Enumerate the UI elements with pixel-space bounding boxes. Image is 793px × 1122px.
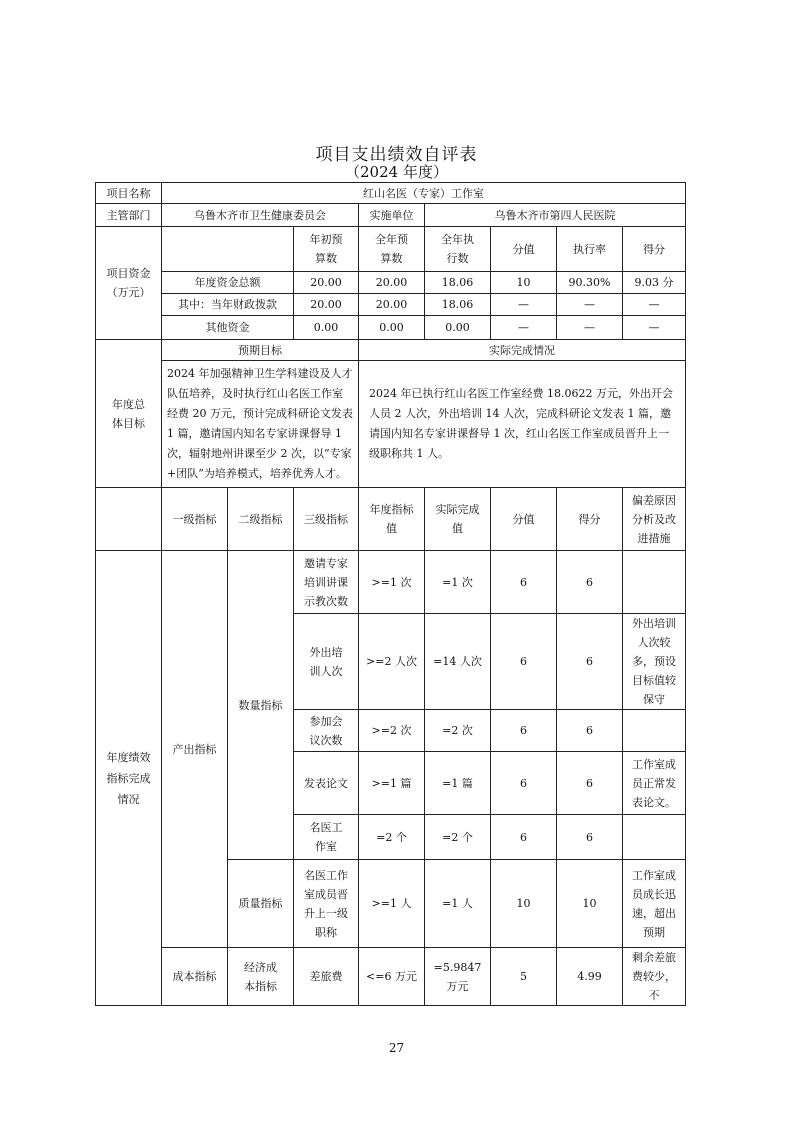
- funds-cell: —: [623, 316, 686, 340]
- funds-cell: 20.00: [359, 272, 425, 294]
- actual-value: =2 次: [425, 710, 491, 752]
- funds-cell: 90.30%: [557, 272, 623, 294]
- target-value: >=1 次: [359, 551, 425, 614]
- expected-goal-text: 2024 年加强精神卫生学科建设及人才队伍培养，及时执行红山名医工作室经费 20 万元，预计完成科研论文发表 1 篇，邀请国内知名专家讲课督导 1 次，辐射地州讲课至少 2 次，以“专家+团队”为培养模式，培养优秀人才。: [162, 361, 359, 488]
- performance-table: [95, 182, 686, 1006]
- level3-indicator: 参加会议次数: [294, 710, 359, 752]
- funds-cell: 0.00: [294, 316, 359, 340]
- funds-cell: —: [557, 316, 623, 340]
- dept-label: 主管部门: [96, 204, 162, 227]
- indicator-header: 实际完成值: [425, 488, 491, 551]
- indicator-header-row: [96, 488, 686, 551]
- funds-header-4: 分值: [491, 227, 557, 272]
- indicator-header: 年度指标值: [359, 488, 425, 551]
- page-number: 27: [388, 1041, 405, 1055]
- target-value: >=1 人: [359, 860, 425, 948]
- indicator-header: 三级指标: [294, 488, 359, 551]
- funds-cell: 20.00: [294, 272, 359, 294]
- funds-header-2: 全年预算数: [359, 227, 425, 272]
- funds-row-name: 其中：当年财政拨款: [162, 294, 294, 316]
- goals-content-row: [96, 361, 686, 488]
- actual-value: =1 篇: [425, 752, 491, 815]
- funds-cell: —: [491, 316, 557, 340]
- target-value: >=2 次: [359, 710, 425, 752]
- project-name-value: 红山名医（专家）工作室: [162, 183, 686, 204]
- level3-indicator: 名医工作室: [294, 815, 359, 860]
- level3-indicator: 差旅费: [294, 948, 359, 1006]
- deviation-note: 工作室成员成长迅速，超出预期: [623, 860, 686, 948]
- funds-cell: 20.00: [359, 294, 425, 316]
- page-subtitle: （2024 年度）: [345, 163, 448, 181]
- funds-header-6: 得分: [623, 227, 686, 272]
- funds-cell: 10: [491, 272, 557, 294]
- funds-cell: —: [623, 294, 686, 316]
- funds-row-name: 年度资金总额: [162, 272, 294, 294]
- level2-quantity: 数量指标: [228, 551, 294, 860]
- level1-cost: 成本指标: [162, 948, 228, 1006]
- funds-cell: 20.00: [294, 294, 359, 316]
- indicator-header-blank: [96, 488, 162, 551]
- indicator-header: 得分: [557, 488, 623, 551]
- score: 6: [557, 551, 623, 614]
- indicator-row: [96, 948, 686, 1006]
- project-name-row: [96, 183, 686, 204]
- impl-unit-value: 乌鲁木齐市第四人民医院: [425, 204, 686, 227]
- funds-label: 项目资金（万元）: [96, 227, 162, 340]
- level3-indicator: 名医工作室成员晋升上一级职称: [294, 860, 359, 948]
- score: 6: [557, 752, 623, 815]
- actual-completion-header: 实际完成情况: [359, 340, 686, 361]
- indicator-header: 二级指标: [228, 488, 294, 551]
- level3-indicator: 邀请专家培训讲课示教次数: [294, 551, 359, 614]
- funds-cell: 9.03 分: [623, 272, 686, 294]
- funds-cell: 0.00: [425, 316, 491, 340]
- target-value: >=1 篇: [359, 752, 425, 815]
- actual-value: =14 人次: [425, 614, 491, 710]
- funds-header-1: 年初预算数: [294, 227, 359, 272]
- funds-blank-header: [162, 227, 294, 272]
- page-title: 项目支出绩效自评表: [315, 145, 478, 165]
- funds-cell: 18.06: [425, 294, 491, 316]
- score-value: 6: [491, 710, 557, 752]
- expected-goal-header: 预期目标: [162, 340, 359, 361]
- goals-header-row: [96, 340, 686, 361]
- score: 10: [557, 860, 623, 948]
- score: 6: [557, 710, 623, 752]
- funds-header-row: [96, 227, 686, 272]
- dept-value: 乌鲁木齐市卫生健康委员会: [162, 204, 359, 227]
- score-value: 6: [491, 752, 557, 815]
- funds-cell: —: [557, 294, 623, 316]
- actual-value: =1 次: [425, 551, 491, 614]
- project-name-label: 项目名称: [96, 183, 162, 204]
- score: 6: [557, 815, 623, 860]
- score-value: 6: [491, 614, 557, 710]
- deviation-note: [623, 815, 686, 860]
- department-row: [96, 204, 686, 227]
- level2-econ: 经济成本指标: [228, 948, 294, 1006]
- funds-cell: 0.00: [359, 316, 425, 340]
- target-value: <=6 万元: [359, 948, 425, 1006]
- funds-row-total: [96, 272, 686, 294]
- actual-value: =1 人: [425, 860, 491, 948]
- score: 4.99: [557, 948, 623, 1006]
- score-value: 10: [491, 860, 557, 948]
- indicator-row: [96, 551, 686, 614]
- deviation-note: [623, 551, 686, 614]
- actual-value: =5.9847 万元: [425, 948, 491, 1006]
- score: 6: [557, 614, 623, 710]
- goals-label: 年度总体目标: [96, 340, 162, 488]
- score-value: 6: [491, 551, 557, 614]
- target-value: =2 个: [359, 815, 425, 860]
- impl-unit-label: 实施单位: [359, 204, 425, 227]
- actual-completion-text: 2024 年已执行红山名医工作室经费 18.0622 万元，外出开会人员 2 人次，外出培训 14 人次，完成科研论文发表 1 篇，邀请国内知名专家讲课督导 1 次，红山名医工作室成员晋升上一级职称共 1 人。: [359, 361, 686, 488]
- funds-cell: —: [491, 294, 557, 316]
- funds-header-3: 全年执行数: [425, 227, 491, 272]
- level2-quality: 质量指标: [228, 860, 294, 948]
- funds-row-name: 其他资金: [162, 316, 294, 340]
- funds-row-fiscal: [96, 294, 686, 316]
- level3-indicator: 外出培训人次: [294, 614, 359, 710]
- level3-indicator: 发表论文: [294, 752, 359, 815]
- score-value: 6: [491, 815, 557, 860]
- target-value: >=2 人次: [359, 614, 425, 710]
- deviation-note: 剩余差旅费较少，不: [623, 948, 686, 1006]
- funds-header-5: 执行率: [557, 227, 623, 272]
- score-value: 5: [491, 948, 557, 1006]
- indicator-header: 偏差原因分析及改进措施: [623, 488, 686, 551]
- funds-cell: 18.06: [425, 272, 491, 294]
- performance-section-label: 年度绩效指标完成情况: [96, 551, 162, 1006]
- indicator-header: 分值: [491, 488, 557, 551]
- indicator-header: 一级指标: [162, 488, 228, 551]
- deviation-note: 工作室成员正常发表论文。: [623, 752, 686, 815]
- deviation-note: [623, 710, 686, 752]
- deviation-note: 外出培训人次较多，预设目标值较保守: [623, 614, 686, 710]
- actual-value: =2 个: [425, 815, 491, 860]
- level1-output: 产出指标: [162, 551, 228, 948]
- funds-row-other: [96, 316, 686, 340]
